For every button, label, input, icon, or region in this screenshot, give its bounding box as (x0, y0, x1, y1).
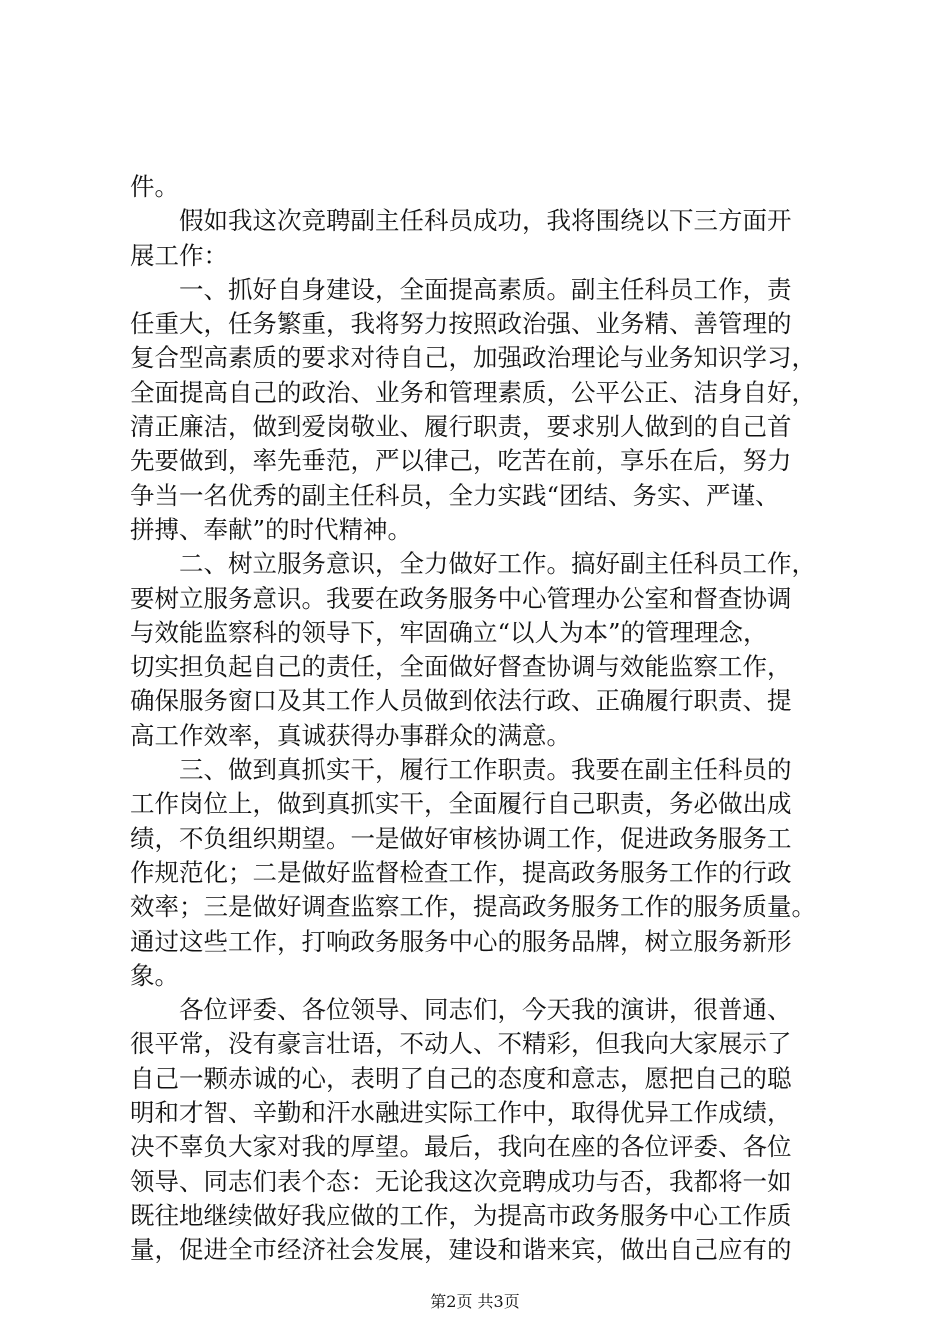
text-line: 展工作： (130, 240, 228, 270)
text-line: 领导、同志们表个态：无论我这次竞聘成功与否，我都将一如 (130, 1166, 792, 1196)
text-line: 工作岗位上，做到真抓实干，全面履行自己职责，务必做出成 (130, 789, 792, 819)
text-line: 争当一名优秀的副主任科员，全力实践“团结、务实、严谨、 (130, 480, 780, 510)
text-line: 决不辜负大家对我的厚望。最后，我向在座的各位评委、各位 (130, 1132, 792, 1162)
text-line: 任重大，任务繁重，我将努力按照政治强、业务精、善管理的 (130, 309, 792, 339)
text-line: 既往地继续做好我应做的工作，为提高市政务服务中心工作质 (130, 1200, 792, 1230)
text-line: 件。 (130, 172, 179, 201)
text-line: 切实担负起自己的责任，全面做好督查协调与效能监察工作， (130, 652, 792, 682)
text-line: 自己一颗赤诚的心，表明了自己的态度和意志，愿把自己的聪 (130, 1063, 792, 1093)
text-line: 各位评委、各位领导、同志们，今天我的演讲，很普通、 (130, 995, 792, 1025)
text-line: 通过这些工作，打响政务服务中心的服务品牌，树立服务新形 (130, 926, 792, 956)
text-line: 假如我这次竞聘副主任科员成功，我将围绕以下三方面开 (130, 206, 792, 236)
document-body (130, 170, 830, 1268)
text-line: 复合型高素质的要求对待自己，加强政治理论与业务知识学习， (130, 343, 816, 373)
text-line: 全面提高自己的政治、业务和管理素质，公平公正、洁身自好， (130, 377, 816, 407)
text-line: 很平常，没有豪言壮语，不动人、不精彩，但我向大家展示了 (130, 1029, 792, 1059)
text-line: 先要做到，率先垂范，严以律己，吃苦在前，享乐在后，努力 (130, 446, 792, 476)
text-line: 一、抓好自身建设，全面提高素质。副主任科员工作，责 (130, 274, 792, 304)
text-line: 高工作效率，真诚获得办事群众的满意。 (130, 720, 571, 750)
text-line: 效率；三是做好调查监察工作，提高政务服务工作的服务质量。 (130, 892, 816, 922)
text-line: 明和才智、辛勤和汗水融进实际工作中，取得优异工作成绩， (130, 1098, 792, 1128)
text-line: 三、做到真抓实干，履行工作职责。我要在副主任科员的 (130, 755, 792, 785)
text-line: 要树立服务意识。我要在政务服务中心管理办公室和督查协调 (130, 583, 792, 613)
text-line: 与效能监察科的领导下，牢固确立“以人为本”的管理理念， (130, 617, 768, 647)
text-line: 绩，不负组织期望。一是做好审核协调工作，促进政务服务工 (130, 823, 792, 853)
page-number-footer: 第2页 共3页 (430, 1292, 520, 1311)
text-line: 拼搏、奉献”的时代精神。 (130, 514, 413, 544)
text-line: 二、树立服务意识，全力做好工作。搞好副主任科员工作， (130, 549, 816, 579)
text-line: 作规范化；二是做好监督检查工作，提高政务服务工作的行政 (130, 857, 792, 887)
text-line: 象。 (130, 960, 179, 990)
text-line: 清正廉洁，做到爱岗敬业、履行职责，要求别人做到的自己首 (130, 412, 792, 442)
text-line: 确保服务窗口及其工作人员做到依法行政、正确履行职责、提 (130, 686, 792, 716)
text-line: 量，促进全市经济社会发展，建设和谐来宾，做出自己应有的 (130, 1235, 792, 1265)
